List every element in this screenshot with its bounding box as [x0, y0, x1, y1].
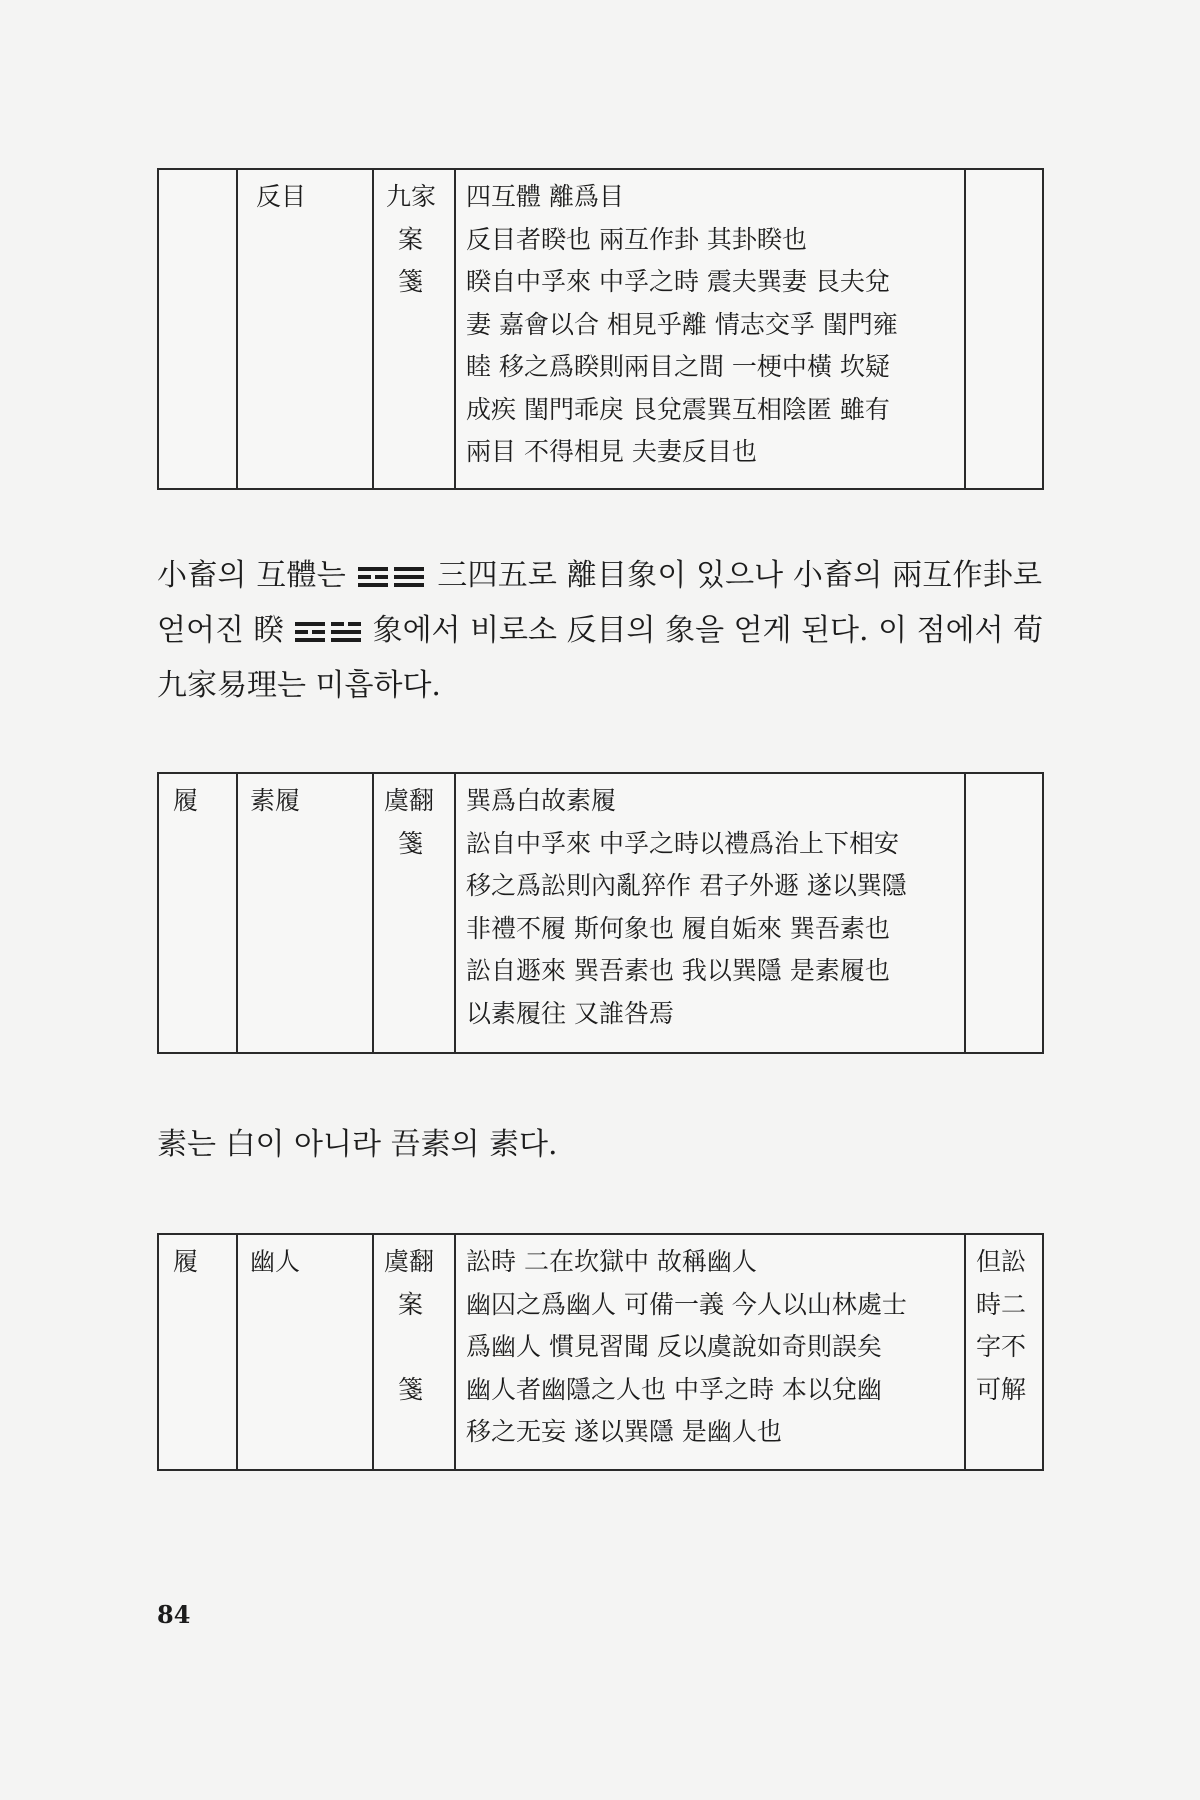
commentary-paragraph-2: [157, 1117, 1042, 1172]
source-line: [384, 1326, 446, 1369]
paragraph-line: 素는 白이 아니라 吾素의 素다.: [157, 1127, 558, 1162]
source-line: 箋: [398, 267, 424, 296]
table2-term-cell: 素履: [237, 773, 373, 1053]
annotation-table-2: [157, 772, 1044, 1054]
table3-term-cell: 幽人: [237, 1234, 373, 1470]
annotation-table-3: [157, 1233, 1044, 1471]
commentary-line: 爲幽人 慣見習聞 反以虞說如奇則誤矣: [466, 1332, 882, 1361]
table1-commentary-cell: [455, 169, 965, 489]
paragraph-line: [157, 548, 1042, 603]
commentary-line: 移之无妄 遂以巽隱 是幽人也: [466, 1417, 782, 1446]
table2-hexagram-cell: 履: [158, 773, 237, 1053]
source-line: 虞翻: [384, 1247, 435, 1276]
table3-commentary-cell: [455, 1234, 965, 1470]
table3-note-cell: [965, 1234, 1043, 1470]
table3-source-cell: [373, 1234, 455, 1470]
commentary-line: 幽囚之爲幽人 可備一義 今人以山林處士: [466, 1289, 907, 1319]
note-line: 字不: [976, 1332, 1027, 1361]
text-segment: 얻어진 睽: [157, 613, 284, 648]
source-line: 九家: [386, 182, 437, 211]
table2-commentary-cell: [455, 773, 965, 1053]
commentary-line: 四互體 離爲目: [466, 182, 624, 211]
commentary-line: 訟自遯來 巽吾素也 我以巽隱 是素履也: [466, 956, 890, 985]
paragraph-line: 九家易理는 미흡하다.: [157, 668, 441, 703]
commentary-line: 睽自中孚來 中孚之時 震夫巽妻 艮夫兌: [466, 267, 890, 296]
note-line: 時二: [976, 1289, 1027, 1319]
annotation-table-1: [157, 168, 1044, 490]
source-line: 箋: [398, 1374, 424, 1404]
commentary-line: 妻 嘉會以合 相見乎離 情志交孚 閨門雍: [466, 309, 898, 339]
commentary-line: 成疾 閨門乖戾 艮兌震巽互相陰匿 雖有: [466, 394, 890, 424]
table3-hexagram-cell: 履: [158, 1234, 237, 1470]
trigram-pair-symbol-icon: [358, 566, 424, 588]
table1-note-cell: [965, 169, 1043, 489]
source-line: 虞翻: [384, 786, 435, 815]
commentary-line: 幽人者幽隱之人也 中孚之時 本以兌幽: [466, 1374, 882, 1404]
commentary-line: 非禮不履 斯何象也 履自姤來 巽吾素也: [466, 913, 890, 943]
commentary-line: 睦 移之爲睽則兩目之間 一梗中橫 坎疑: [466, 352, 890, 381]
paragraph-line: [157, 603, 1042, 658]
commentary-line: 以素履往 又誰咎焉: [466, 998, 674, 1028]
source-line: 案: [398, 1289, 424, 1319]
table2-note-cell: [965, 773, 1043, 1053]
commentary-line: 訟時 二在坎獄中 故稱幽人: [466, 1247, 757, 1276]
table2-source-cell: [373, 773, 455, 1053]
commentary-line: 巽爲白故素履: [466, 786, 617, 815]
table1-hexagram-cell: [158, 169, 237, 489]
commentary-line: 兩目 不得相見 夫妻反目也: [466, 437, 757, 466]
text-segment: 小畜의 互體는: [157, 558, 346, 593]
page-number: 84: [157, 1600, 191, 1629]
source-line: 案: [398, 224, 424, 254]
text-segment: 三四五로 離目象이 있으나 小畜의 兩互作卦로: [437, 558, 1042, 593]
table1-term-cell: 反目: [237, 169, 373, 489]
note-line: 可解: [976, 1374, 1027, 1404]
commentary-paragraph-1: [157, 548, 1042, 713]
text-segment: 象에서 비로소 反目의 象을 얻게 된다. 이 점에서 荀: [372, 613, 1044, 648]
note-line: 但訟: [976, 1247, 1027, 1276]
commentary-line: 反目者睽也 兩互作卦 其卦睽也: [466, 224, 807, 254]
commentary-line: 移之爲訟則內亂猝作 君子外遯 遂以巽隱: [466, 871, 907, 900]
trigram-pair-symbol-icon: [295, 621, 361, 643]
commentary-line: 訟自中孚來 中孚之時以禮爲治上下相安: [466, 828, 899, 858]
source-line: 箋: [398, 828, 424, 858]
table1-source-cell: [373, 169, 455, 489]
